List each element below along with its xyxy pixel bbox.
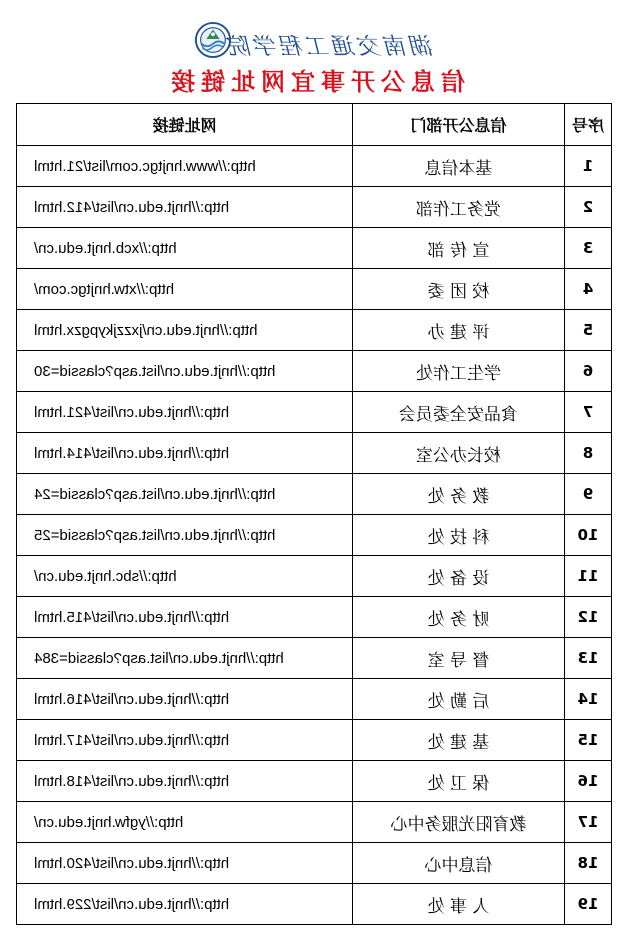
row-department: 党务工作部: [353, 187, 565, 228]
table-header-row: [17, 104, 612, 146]
row-url-link[interactable]: http://hnjt.edu.cn/jxzzjkypgzx.html: [17, 310, 353, 351]
row-url-link[interactable]: http://hnjt.edu.cn/list/415.html: [17, 597, 353, 638]
row-department: 教育阳光服务中心: [353, 802, 565, 843]
table-body: [17, 146, 612, 925]
row-url-link[interactable]: http://hnjt.edu.cn/list/420.html: [17, 843, 353, 884]
table-row: [17, 761, 612, 802]
row-department: 信息中心: [353, 843, 565, 884]
table-row: [17, 392, 612, 433]
row-index: 9: [565, 474, 612, 515]
row-url-link[interactable]: http://sbc.hnjt.edu.cn/: [17, 556, 353, 597]
table-row: [17, 433, 612, 474]
table-row: [17, 228, 612, 269]
table-row: [17, 884, 612, 925]
table-row: [17, 679, 612, 720]
table-row: [17, 351, 612, 392]
row-department: 基 建 处: [353, 720, 565, 761]
row-department: 校 团 委: [353, 269, 565, 310]
links-table: [16, 103, 612, 925]
row-department: 学生工作处: [353, 351, 565, 392]
row-department: 科 技 处: [353, 515, 565, 556]
column-header-department: 信息公开部门: [353, 104, 565, 146]
table-row: [17, 802, 612, 843]
row-url-link[interactable]: http://hnjt.edu.cn/list/416.html: [17, 679, 353, 720]
row-index: 17: [565, 802, 612, 843]
row-index: 8: [565, 433, 612, 474]
row-index: 12: [565, 597, 612, 638]
row-url-link[interactable]: http://hnjt.edu.cn/list.asp?classid=24: [17, 474, 353, 515]
row-index: 4: [565, 269, 612, 310]
row-department: 基本信息: [353, 146, 565, 187]
column-header-index: 序号: [565, 104, 612, 146]
row-department: 人 事 处: [353, 884, 565, 925]
row-url-link[interactable]: http://www.hnjtgc.com/list/21.html: [17, 146, 353, 187]
page-title: 信息公开事宜网址链接: [165, 68, 465, 96]
table-row: [17, 474, 612, 515]
table-row: [17, 556, 612, 597]
row-index: 10: [565, 515, 612, 556]
row-department: 设 备 处: [353, 556, 565, 597]
row-url-link[interactable]: http://hnjt.edu.cn/list/414.html: [17, 433, 353, 474]
row-index: 7: [565, 392, 612, 433]
row-index: 6: [565, 351, 612, 392]
table-row: [17, 720, 612, 761]
row-index: 18: [565, 843, 612, 884]
row-index: 11: [565, 556, 612, 597]
school-header: [0, 20, 630, 64]
row-index: 19: [565, 884, 612, 925]
row-url-link[interactable]: http://xcb.hnjt.edu.cn/: [17, 228, 353, 269]
row-url-link[interactable]: http://hnjt.edu.cn/list/418.html: [17, 761, 353, 802]
row-url-link[interactable]: http://hnjt.edu.cn/list/229.html: [17, 884, 353, 925]
row-index: 5: [565, 310, 612, 351]
table-row: [17, 269, 612, 310]
row-department: 校长办公室: [353, 433, 565, 474]
table-row: [17, 597, 612, 638]
row-url-link[interactable]: http://hnjt.edu.cn/list/421.html: [17, 392, 353, 433]
table-row: [17, 146, 612, 187]
row-url-link[interactable]: http://hnjt.edu.cn/list/417.html: [17, 720, 353, 761]
row-url-link[interactable]: http://ygfw.hnjt.edu.cn/: [17, 802, 353, 843]
row-url-link[interactable]: http://xtw.hnjtgc.com/: [17, 269, 353, 310]
row-department: 评 建 办: [353, 310, 565, 351]
row-department: 宣 传 部: [353, 228, 565, 269]
row-url-link[interactable]: http://hnjt.edu.cn/list/412.html: [17, 187, 353, 228]
row-department: 财 务 处: [353, 597, 565, 638]
row-index: 14: [565, 679, 612, 720]
row-department: 督 导 室: [353, 638, 565, 679]
table-row: [17, 310, 612, 351]
row-index: 2: [565, 187, 612, 228]
row-index: 16: [565, 761, 612, 802]
row-url-link[interactable]: http://hnjt.edu.cn/list.asp?classid=25: [17, 515, 353, 556]
row-index: 15: [565, 720, 612, 761]
row-index: 3: [565, 228, 612, 269]
table-row: [17, 187, 612, 228]
row-department: 后 勤 处: [353, 679, 565, 720]
school-name: 湖南交通工程学院: [226, 34, 434, 60]
row-index: 13: [565, 638, 612, 679]
table-row: [17, 843, 612, 884]
row-department: 食品安全委员会: [353, 392, 565, 433]
row-department: 保 卫 处: [353, 761, 565, 802]
row-department: 教 务 处: [353, 474, 565, 515]
row-index: 1: [565, 146, 612, 187]
column-header-url: 网址链接: [17, 104, 353, 146]
row-url-link[interactable]: http://hnjt.edu.cn/list.asp?classid=30: [17, 351, 353, 392]
table-row: [17, 638, 612, 679]
row-url-link[interactable]: http://hnjt.edu.cn/list.asp?classid=384: [17, 638, 353, 679]
table-row: [17, 515, 612, 556]
